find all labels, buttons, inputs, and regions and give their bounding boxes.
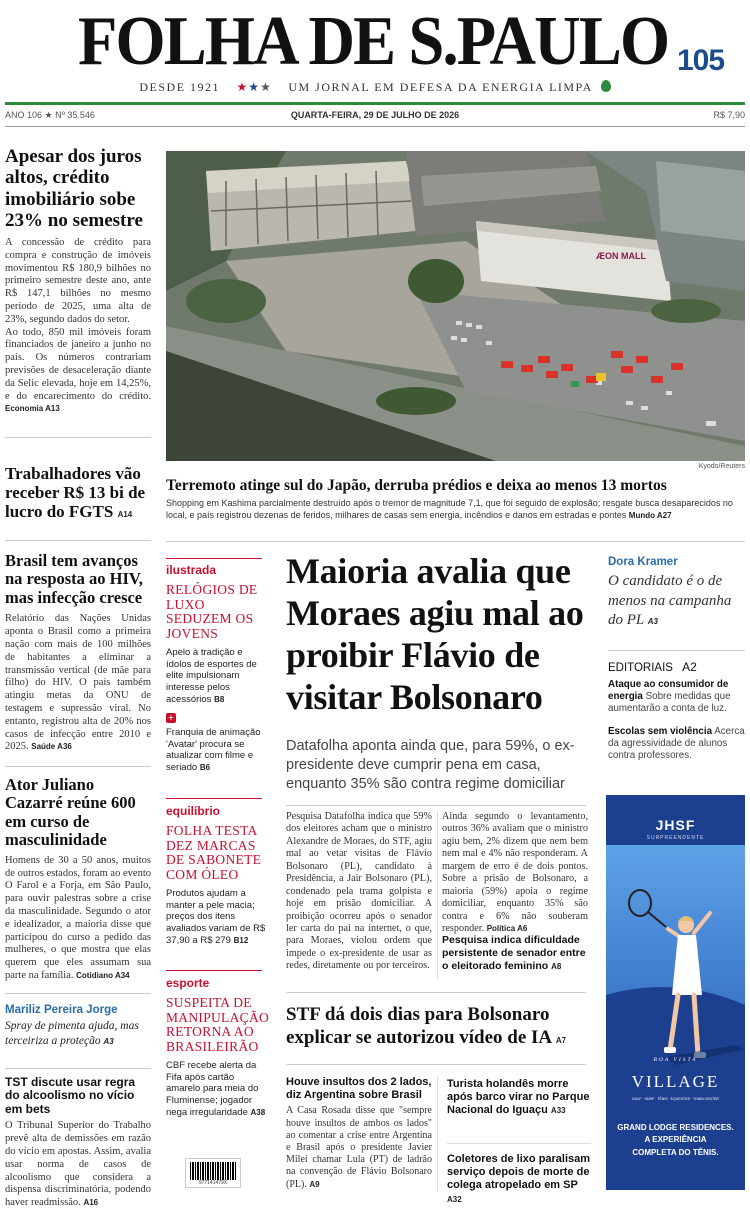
story-argentina[interactable] xyxy=(286,1076,432,1191)
story-body: A concessão de crédito para compra e construção de imóveis movimentou R$ 180,9 bilhões no primeiro semestre deste ano, ante R$ 147,1 bilhões no mesmo período de 2025, uma alta de 23%, segundo dados do setor. xyxy=(5,237,151,325)
section-kicker[interactable]: esporte xyxy=(166,976,210,990)
columnist-dora[interactable] xyxy=(608,556,746,631)
divider xyxy=(5,540,151,541)
editorial-item[interactable]: Ataque ao consumidor de energia Sobre medidas que aumentarão a conta de luz. xyxy=(608,679,731,715)
page-ref: B12 xyxy=(233,935,249,945)
story-turista[interactable] xyxy=(447,1078,591,1118)
story-stf[interactable] xyxy=(286,1004,586,1050)
section-rule xyxy=(166,558,262,559)
divider xyxy=(286,1064,586,1065)
divider xyxy=(5,437,151,438)
barcode xyxy=(185,1158,241,1188)
newspaper-logo[interactable]: FOLHA DE S.PAULO xyxy=(78,3,669,80)
section-headline[interactable]: FOLHA TESTA DEZ MARCAS DE SABONETE COM ÓLEO xyxy=(166,823,262,882)
photo-credit-text: Kyodo/Reuters xyxy=(698,463,745,470)
mall-aerial-image xyxy=(166,151,745,461)
section-ilustrada[interactable] xyxy=(166,563,266,774)
story-headline[interactable]: Turista holandês morre após barco virar no Parque Nacional do Iguaçu A33 xyxy=(447,1078,590,1117)
edition-number: ANO 106 ★ Nº 35.546 xyxy=(5,110,95,120)
columnist-mariliz[interactable] xyxy=(5,1004,151,1049)
page-ref: A33 xyxy=(550,1106,566,1116)
story-headline[interactable]: Trabalhadores vão receber R$ 13 bi de lucro do FGTS A14 xyxy=(5,464,146,522)
page-ref: Economia A13 xyxy=(5,404,60,414)
plus-icon: + xyxy=(167,713,175,723)
story-headline[interactable]: STF dá dois dias para Bolsonaro explicar se autorizou vídeo de IA A7 xyxy=(286,1004,567,1048)
main-body-col2: Ainda segundo o levantamento, outros 36% avaliam que o ministro agiu bem, 2% dizem que nem bem nem mal e 4% não responderam. A margem de erro é de dois pontos. Sobre a prisão de Bolsonaro, a maioria (59%) apoia o regime domiciliar, enquanto 35% são contra e 6% não souberam responder. Política A6 xyxy=(442,811,588,934)
main-headline[interactable]: Maioria avalia que Moraes agiu mal ao proibir Flávio de visitar Bolsonaro xyxy=(286,551,584,718)
page-ref: A9 xyxy=(309,1179,320,1189)
sub-story[interactable] xyxy=(442,934,590,972)
story-cazarre[interactable] xyxy=(5,776,151,983)
advertisement[interactable] xyxy=(606,795,745,1190)
section-body: CBF recebe alerta da Fifa após cartão amarelo para meia do Fluminense; jogador nega irregularidade A38 xyxy=(166,1060,266,1118)
photo-caption: Shopping em Kashima parcialmente destruído após o tremor de magnitude 7,1, que foi seguido de explosão; resgate busca desaparecidos no local, e país registrou dezenas de feridos, milhares de casas sem energia, incêndios e danos em estradas e pontes Mundo A27 xyxy=(166,498,733,521)
editorial-item[interactable]: Escolas sem violência Acerca da agressividade de alunos contra professores. xyxy=(608,725,745,762)
section-body: Franquia de animação 'Avatar' procura se atualizar com filme e seriado B6 xyxy=(166,727,261,773)
editorials-label[interactable]: EDITORIAIS A2 xyxy=(608,660,697,674)
divider xyxy=(447,1143,591,1144)
story-body: A Casa Rosada disse que "sempre houve insultos de ambos os lados" ao comentar a crise entre Argentina e Brasil após o presidente Javier Milei chamar Lula (PT) de ladrão na convenção de Flávio Bolsonaro (PL). A9 xyxy=(286,1105,432,1190)
mall-sign: ÆON MALL xyxy=(596,251,646,261)
dateline xyxy=(5,108,745,124)
columnist-name[interactable]: Dora Kramer xyxy=(608,556,678,568)
section-body: Produtos ajudam a manter a pele macia; preços dos itens avaliados variam de R$ 37,90 a R$ 279 B12 xyxy=(166,888,266,946)
column-teaser: Spray de pimenta ajuda, mas terceiriza a proteção A3 xyxy=(5,1020,139,1047)
photo-headline[interactable]: Terremoto atinge sul do Japão, derruba prédios e deixa ao menos 13 mortos xyxy=(166,477,667,494)
main-body-col1: Pesquisa Datafolha indica que 59% dos eleitores acham que o ministro Alexandre de Moraes, do STF, agiu mal ao vetar visitas de Flávio Bolsonaro (PL), candidato à Presidência, a Jair Bolsonaro (PL), condenado pela trama golpista e hoje em prisão domiciliar. A proibição ocorreu após o senador ler carta do pai na internet, o que, para Moraes, violou ordem que impede o ex-presidente de usar as redes, diretamente ou por terceiros. xyxy=(286,811,432,972)
story-body: Homens de 30 a 50 anos, muitos de outros estados, foram ao evento O Farol e a Forja, em São Paulo, para ouvir palestras sobre a crise da masculinidade. Segundo o ator e idealizador, a maioria disse que participou do curso a pedido das mulheres, o que mostra que elas querem que eles assumam sua parte na família. Cotidiano A34 xyxy=(5,854,151,982)
section-esporte[interactable] xyxy=(166,976,270,1118)
story-headline[interactable]: Ator Juliano Cazarré reúne 600 em curso de masculinidade xyxy=(5,775,136,850)
story-body: Relatório das Nações Unidas aponta o Brasil como a primeira nação com mais de 100 milhões de habitantes a eliminar a transmissão vertical (de mãe para filho) do HIV. O país também atingiu metas da ONU de testagem e supressão viral. No entanto, registrou alta de 20% nos casos de infecção entre 2010 e 2025. Saúde A36 xyxy=(5,613,151,753)
leaf-icon xyxy=(601,80,611,92)
divider xyxy=(608,650,745,651)
masthead-tagline xyxy=(0,80,750,95)
logo-anniversary-number: 105 xyxy=(677,44,725,77)
section-headline[interactable]: SUSPEITA DE MANIPULAÇÃO RETORNA AO BRASILEIRÃO xyxy=(166,995,270,1054)
story-headline[interactable]: Houve insultos dos 2 lados, diz Argentina sobre Brasil xyxy=(286,1076,432,1102)
page-ref: A2 xyxy=(682,660,697,674)
story-headline[interactable]: Apesar dos juros altos, crédito imobiliário sobe 23% no semestre xyxy=(5,146,143,231)
divider xyxy=(5,1068,151,1069)
story-headline[interactable]: Brasil tem avanços na resposta ao HIV, mas infecção cresce xyxy=(5,551,143,607)
page-ref: Mundo A27 xyxy=(628,511,672,521)
page-ref: B6 xyxy=(199,762,211,772)
story-fgts[interactable] xyxy=(5,464,151,521)
section-rule xyxy=(166,970,262,971)
page-ref: Saúde A36 xyxy=(31,742,72,752)
page-ref: A3 xyxy=(103,1036,114,1046)
story-body: O Tribunal Superior do Trabalho prevê alta de demissões em razão do vício em apostas. Assim, avalia usar norma de casos de alcoolismo que considera a dispensa discriminatória, podendo haver readmissão. A16 xyxy=(5,1120,151,1209)
page-ref: A7 xyxy=(555,1035,567,1045)
story-hiv[interactable] xyxy=(5,552,151,754)
edition-date: QUARTA-FEIRA, 29 DE JULHO DE 2026 xyxy=(290,110,460,120)
page-ref: A8 xyxy=(551,961,562,971)
page-ref: B8 xyxy=(214,694,225,704)
main-deck: Datafolha aponta ainda que, para 59%, o ex-presidente deve cumprir pena em casa, enquanto 35% são contra regime domiciliar xyxy=(286,738,575,792)
page-ref: A14 xyxy=(117,510,133,520)
ad-brand: JHSF xyxy=(655,817,696,833)
ad-place: VILLAGE xyxy=(631,1072,720,1091)
masthead xyxy=(0,0,750,105)
column-divider xyxy=(437,1076,438,1191)
story-tst[interactable] xyxy=(5,1076,151,1209)
slogan-label: UM JORNAL EM DEFESA DA ENERGIA LIMPA xyxy=(288,80,593,94)
page-ref: Cotidiano A34 xyxy=(76,971,130,981)
page-ref: A3 xyxy=(647,617,658,626)
ad-activities: GOLF · SURF · TÊNIS · EQUESTRE · TOWN CENTER xyxy=(632,1097,719,1101)
ad-copy: GRAND LODGE RESIDENCES. A EXPERIÊNCIA COMPLETA DO TÊNIS. xyxy=(617,1123,734,1157)
main-story[interactable] xyxy=(286,550,596,718)
page-ref: A32 xyxy=(447,1194,462,1204)
stars-icon: ★★★ xyxy=(236,80,272,94)
ad-place-top: BOA VISTA xyxy=(653,1057,698,1063)
tennis-player-illustration xyxy=(606,845,745,1085)
ad-brand-sub: SURPREENDENTE xyxy=(646,835,705,841)
since-label: DESDE 1921 xyxy=(139,80,221,94)
section-kicker[interactable]: ilustrada xyxy=(166,563,217,577)
page-ref: Política A6 xyxy=(486,923,528,933)
barcode-bars xyxy=(190,1162,236,1180)
sub-headline[interactable]: Pesquisa indica dificuldade persistente de senador entre o eleitorado feminino A8 xyxy=(442,934,586,972)
story-coletores[interactable] xyxy=(447,1153,591,1206)
divider xyxy=(5,993,151,994)
earthquake-photo[interactable] xyxy=(166,151,745,461)
divider xyxy=(286,992,586,993)
barcode-number: 977141479X xyxy=(198,1180,228,1186)
column-teaser: O candidato é o de menos na campanha do PL A3 xyxy=(608,573,732,628)
story-credit[interactable] xyxy=(5,146,151,416)
divider xyxy=(286,805,586,806)
photo-story[interactable] xyxy=(166,477,746,522)
section-rule xyxy=(166,798,262,799)
divider xyxy=(166,541,745,542)
section-headline[interactable]: RELÓGIOS DE LUXO SEDUZEM OS JOVENS xyxy=(166,582,258,641)
section-kicker[interactable]: equilíbrio xyxy=(166,804,220,818)
page-ref: A38 xyxy=(250,1107,266,1117)
section-equilibrio[interactable] xyxy=(166,804,266,946)
divider xyxy=(5,766,151,767)
story-headline[interactable]: TST discute usar regra do alcoolismo no vício em bets xyxy=(5,1075,136,1116)
editorials[interactable] xyxy=(608,660,746,762)
column-divider xyxy=(437,811,438,979)
story-body: Ao todo, 850 mil imóveis foram financiados de janeiro a junho no país. Os números contrariam previsões de desaceleração diante da Selic elevada, hoje em 14,25%, e do encarecimento do crédito. Economia A13 xyxy=(5,326,151,414)
dateline-rule xyxy=(5,126,745,127)
page-ref: A16 xyxy=(83,1198,99,1208)
columnist-name[interactable]: Mariliz Pereira Jorge xyxy=(5,1004,118,1016)
story-headline[interactable]: Coletores de lixo paralisam serviço depois de morte de colega atropelado em SP A32 xyxy=(447,1153,591,1204)
section-body: Apelo à tradição e ídolos de esportes de elite impulsionam interesse pelos acessórios B8 xyxy=(166,647,257,705)
masthead-rule xyxy=(5,102,745,105)
edition-price: R$ 7,90 xyxy=(713,110,745,120)
